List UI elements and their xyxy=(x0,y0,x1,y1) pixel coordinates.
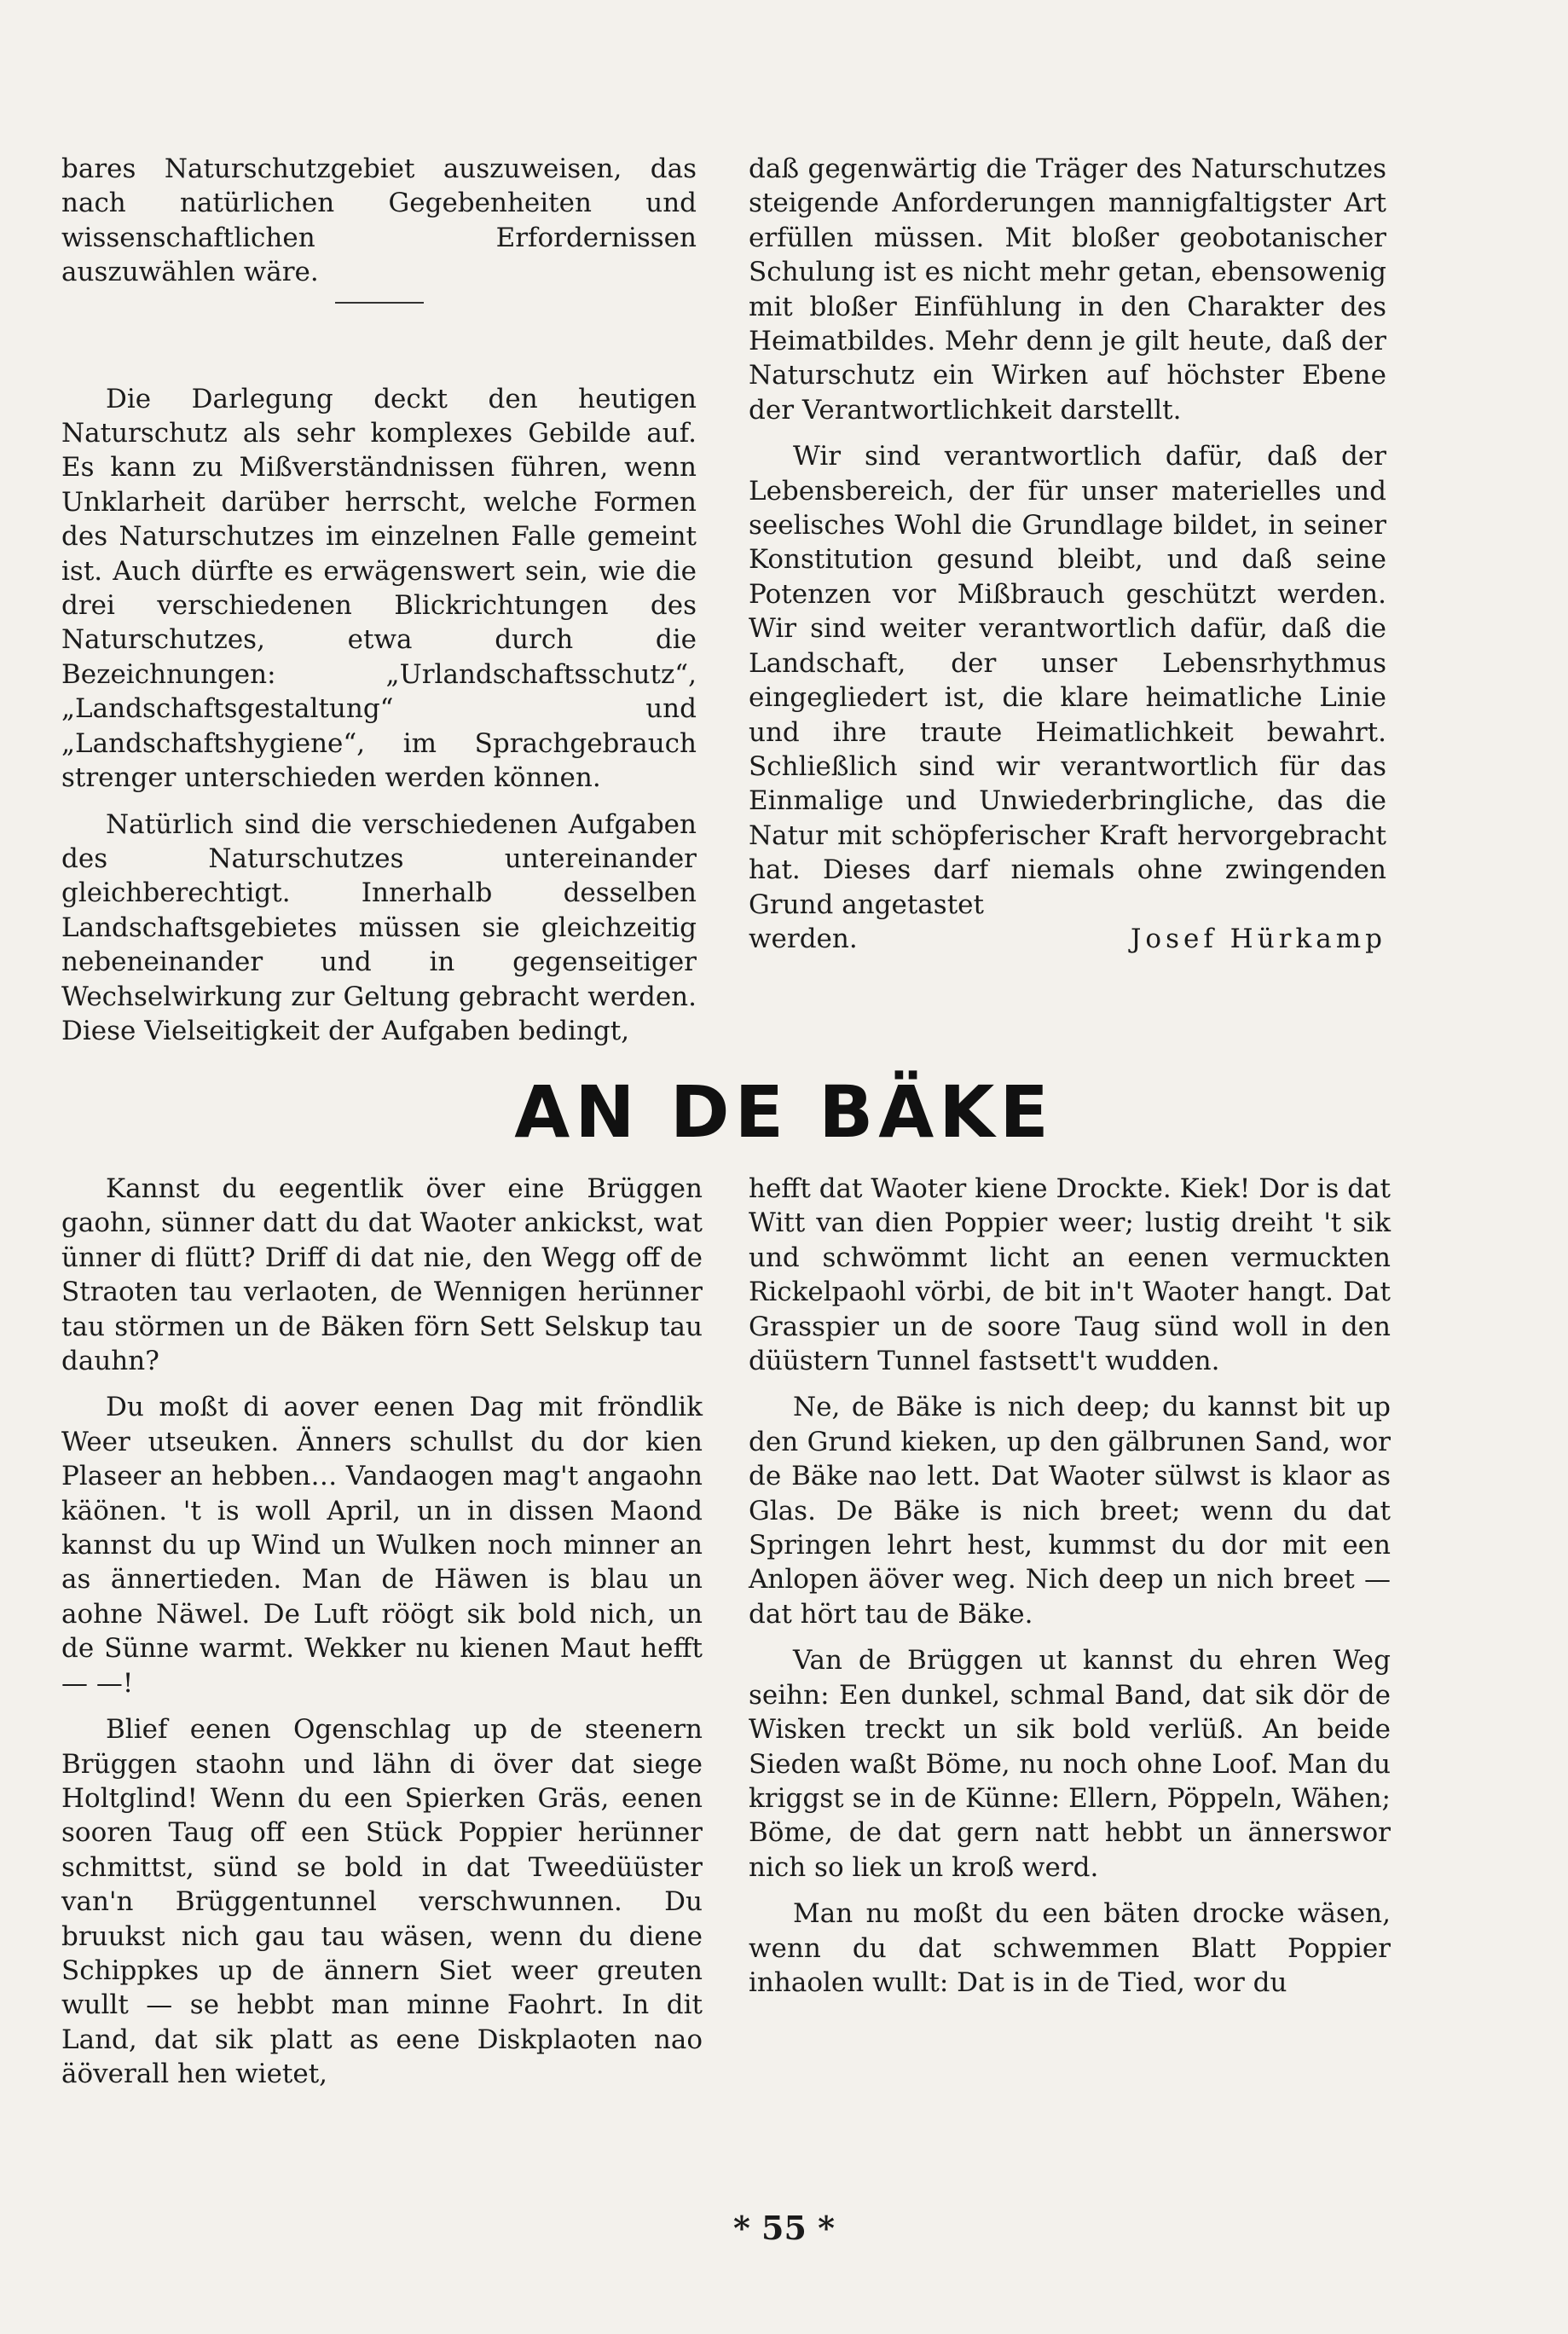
final-word: werden. xyxy=(749,923,858,954)
paragraph: bares Naturschutzgebiet auszuweisen, das nach natürlichen Gegebenheiten und wissenschaftlichen Erfordernissen auszuwählen wäre. xyxy=(61,153,697,288)
paragraph: Man nu moßt du een bäten drocke wäsen, wenn du dat schwemmen Blatt Poppier inhaolen wullt: Dat is in de Tied, wor du xyxy=(749,1898,1391,1998)
paragraph: hefft dat Waoter kiene Drockte. Kiek! Dor is dat Witt van dien Poppier weer; lustig dreiht 't sik und schwömmt licht an eenen vermuckten Rickelpaohl vörbi, de bit in't Waoter hangt. Dat Grasspier un de soore Taug sünd woll in den düüstern Tunnel fastsett't wudden. xyxy=(749,1173,1391,1377)
top-right-column xyxy=(749,152,1386,956)
paragraph: Wir sind verantwortlich dafür, daß der Lebensbereich, der für unser materielles und seelisches Wohl die Grundlage bildet, in seiner Konstitution gesund bleibt, und daß seine Potenzen vor Mißbrauch geschützt werden. Wir sind weiter verantwortlich dafür, daß die Landschaft, der unser Lebensrhythmus eingegliedert ist, die klare heimatliche Linie und ihre traute Heimatlichkeit bewahrt. Schließlich sind wir verantwortlich für das Einmalige und Unwiederbringliche, das die Natur mit schöpferischer Kraft hervorgebracht hat. Dieses darf niemals ohne zwingenden Grund angetastet xyxy=(749,441,1386,920)
page-number: * 55 * xyxy=(732,2209,836,2247)
paragraph: Blief eenen Ogenschlag up de steenern Brüggen staohn und lähn di över dat siege Holtglind! Wenn du een Spierken Gräs, eenen sooren Taug off een Stück Poppier herünner schmittst, sünd se bold in dat Tweedüüster van'n Brüggentunnel verschwunnen. Du bruukst nich gau tau wäsen, wenn du diene Schippkes up de ännern Siet weer greuten wullt — se hebbt man minne Faohrt. In dit Land, dat sik platt as eene Diskplaoten nao äöverall hen wietet, xyxy=(61,1714,703,2090)
author-name: Josef Hürkamp xyxy=(1131,923,1386,954)
paragraph: Die Darlegung deckt den heutigen Naturschutz als sehr komplexes Gebilde auf. Es kann zu Mißverständnissen führen, wenn Unklarheit darüber herrscht, welche Formen des Naturschutzes im einzelnen Falle gemeint ist. Auch dürfte es erwägenswert sein, wie die drei verschiedenen Blickrichtungen des Naturschutzes, etwa durch die Bezeichnungen: „Urlandschaftsschutz“, „Landschaftsgestaltung“ und „Landschaftshygiene“, im Sprachgebrauch strenger unterschieden werden können. xyxy=(61,383,697,794)
section-divider xyxy=(335,302,424,304)
article-title: AN DE BÄKE xyxy=(514,1070,1054,1154)
bottom-right-column xyxy=(749,1172,1391,2012)
byline xyxy=(749,922,1386,956)
paragraph: Natürlich sind die verschiedenen Aufgaben des Naturschutzes untereinander gleichberechtigt. Innerhalb desselben Landschaftsgebietes müssen sie gleichzeitig nebeneinander und in gegenseitiger Wechselwirkung zur Geltung gebracht werden. Diese Vielseitigkeit der Aufgaben bedingt, xyxy=(61,808,697,1046)
top-left-column xyxy=(61,152,697,1060)
paragraph: Van de Brüggen ut kannst du ehren Weg seihn: Een dunkel, schmal Band, dat sik dör de Wisken treckt un sik bold verlüß. An beide Sieden waßt Böme, nu noch ohne Loof. Man du kriggst se in de Künne: Ellern, Pöppeln, Wähen; Böme, de dat gern natt hebbt un ännerswor nich so liek un kroß werd. xyxy=(749,1645,1391,1883)
paragraph: daß gegenwärtig die Träger des Naturschutzes steigende Anforderungen mannigfaltigster Art erfüllen müssen. Mit bloßer geobotanischer Schulung ist es nicht mehr getan, ebensowenig mit bloßer Einfühlung in den Charakter des Heimatbildes. Mehr denn je gilt heute, daß der Naturschutz ein Wirken auf höchster Ebene der Verantwortlichkeit darstellt. xyxy=(749,153,1386,426)
paragraph: Du moßt di aover eenen Dag mit fröndlik Weer utseuken. Änners schullst du dor kien Plaseer an hebben… Vandaogen mag't angaohn käönen. 't is woll April, un in dissen Maond kannst du up Wind un Wulken noch minner an as ännertieden. Man de Häwen is blau un aohne Näwel. De Luft röögt sik bold nich, un de Sünne warmt. Wekker nu kienen Maut hefft — —! xyxy=(61,1392,703,1699)
bottom-left-column xyxy=(61,1172,703,2104)
paragraph: Ne, de Bäke is nich deep; du kannst bit up den Grund kieken, up den gälbrunen Sand, wor de Bäke nao lett. Dat Waoter sülwst is klaor as Glas. De Bäke is nich breet; wenn du dat Springen lehrt hest, kummst du dor mit een Anlopen äöver weg. Nich deep un nich breet — dat hört tau de Bäke. xyxy=(749,1392,1391,1630)
paragraph: Kannst du eegentlik över eine Brüggen gaohn, sünner datt du dat Waoter ankickst, wat ünner di flütt? Driff di dat nie, den Wegg off de Straoten tau verlaoten, de Wennigen herünner tau störmen un de Bäken förn Sett Selskup tau dauhn? xyxy=(61,1173,703,1377)
